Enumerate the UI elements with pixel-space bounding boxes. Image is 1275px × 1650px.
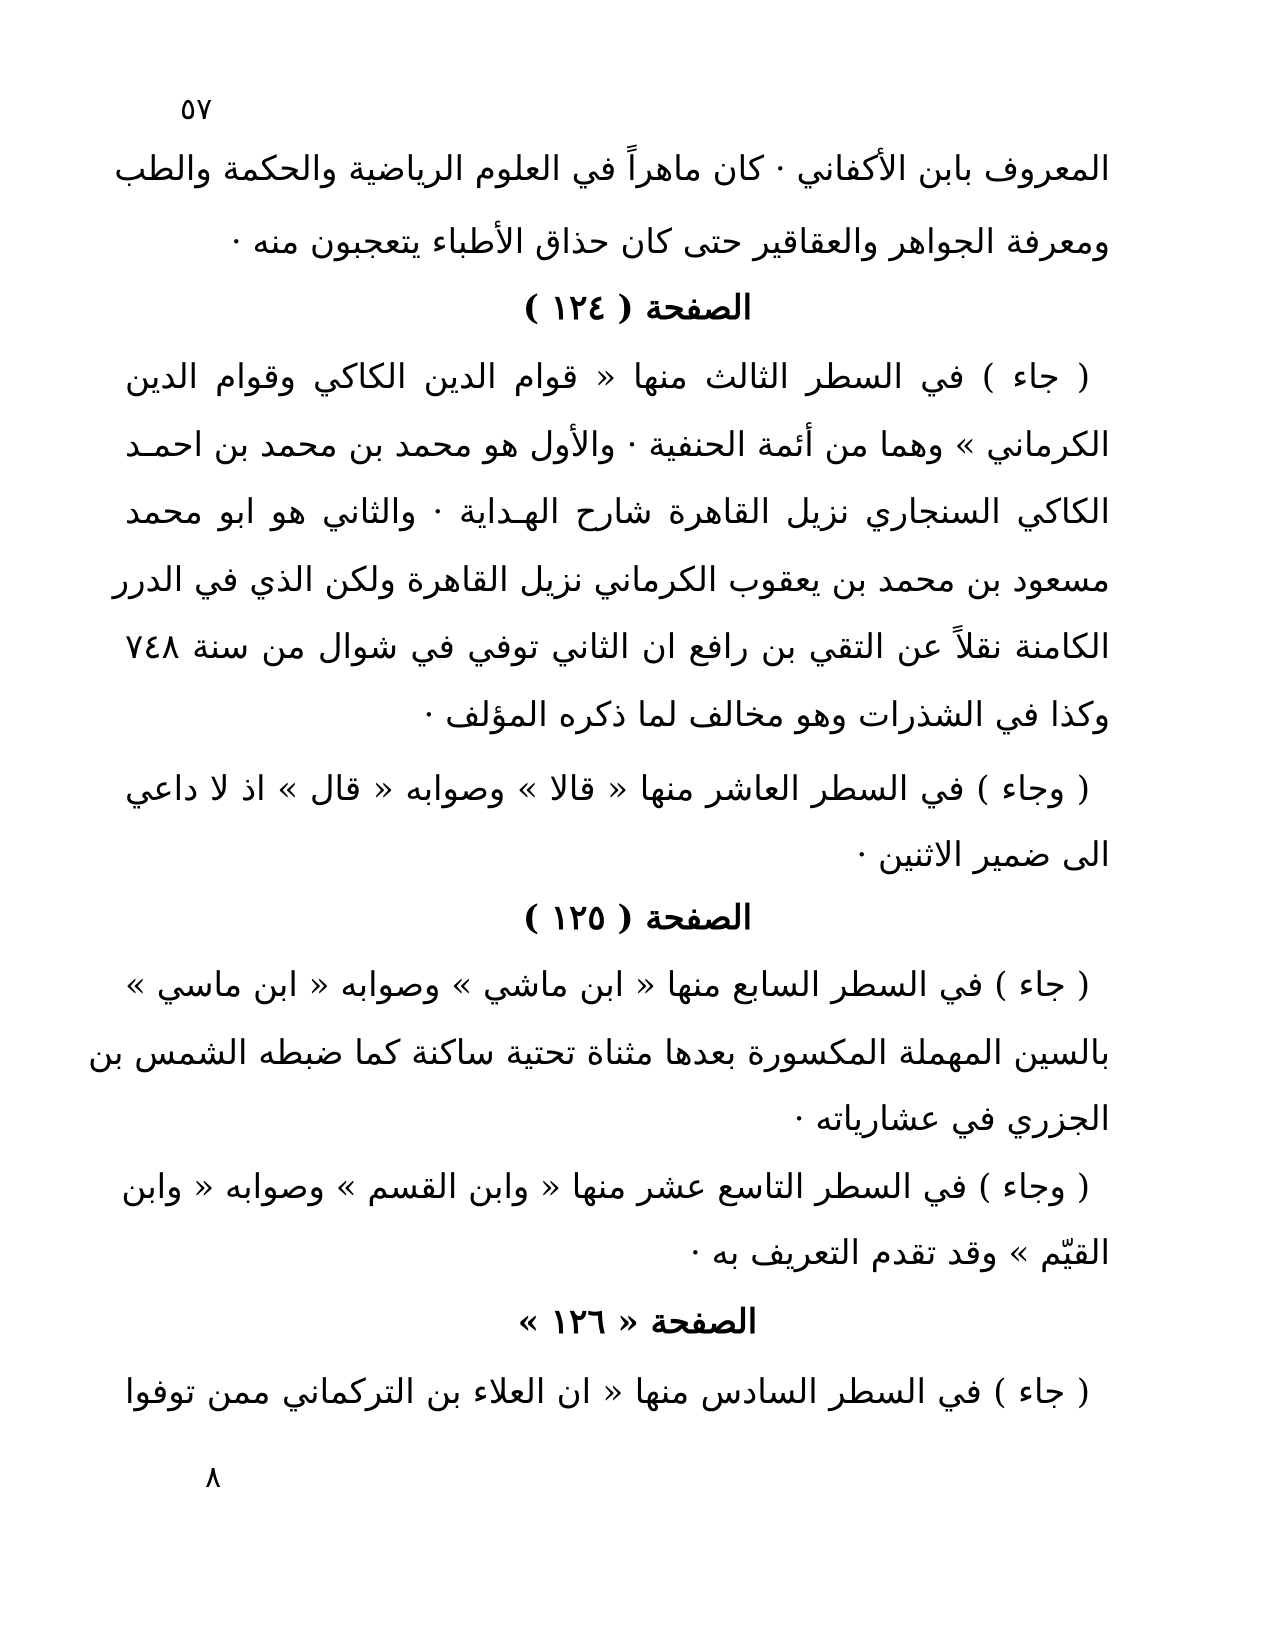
text-line: ( جاء ) في السطر السابع منها « ابن ماشي » وصوابه « ابن ماسي » [125,965,1090,1005]
text-line: ( وجاء ) في السطر العاشر منها « قالا » وصوابه « قال » اذ لا داعي [125,769,1090,809]
text-line: بالسين المهملة المكسورة بعدها مثناة تحتية ساكنة كما ضبطه الشمس بن [88,1033,1110,1073]
section-heading-124: الصفحة ( ١٢٤ ) [522,288,753,328]
text-line: المعروف بابن الأكفاني · كان ماهراً في العلوم الرياضية والحكمة والطب [114,149,1110,189]
text-line: الى ضمير الاثنين · [856,835,1110,875]
text-line: الكاكي السنجاري نزيل القاهرة شارح الهـداية · والثاني هو ابو محمد [125,492,1110,532]
section-heading-126: الصفحة « ١٢٦ » [517,1302,758,1342]
text-line: ( جاء ) في السطر الثالث منها « قوام الدين الكاكي وقوام الدين [125,357,1090,397]
text-line: وكذا في الشذرات وهو مخالف لما ذكره المؤلف · [423,695,1110,735]
text-line: مسعود بن محمد بن يعقوب الكرماني نزيل القاهرة ولكن الذي في الدرر [112,560,1110,600]
signature-mark: ٨ [205,1460,222,1495]
text-line: ومعرفة الجواهر والعقاقير حتى كان حذاق الأطباء يتعجبون منه · [230,222,1110,262]
page-number: ٥٧ [180,92,213,127]
text-line: الكرماني » وهما من أئمة الحنفية · والأول هو محمد بن محمد بن احمـد [125,425,1110,465]
section-heading-125: الصفحة ( ١٢٥ ) [522,898,753,938]
text-line: الجزري في عشارياته · [793,1099,1110,1139]
text-line: القيّم » وقد تقدم التعريف به · [689,1233,1110,1273]
text-line: الكامنة نقلاً عن التقي بن رافع ان الثاني توفي في شوال من سنة ٧٤٨ [125,627,1110,667]
text-line: ( جاء ) في السطر السادس منها « ان العلاء بن التركماني ممن توفوا [125,1372,1090,1412]
text-line: ( وجاء ) في السطر التاسع عشر منها « وابن القسم » وصوابه « وابن [121,1167,1090,1207]
